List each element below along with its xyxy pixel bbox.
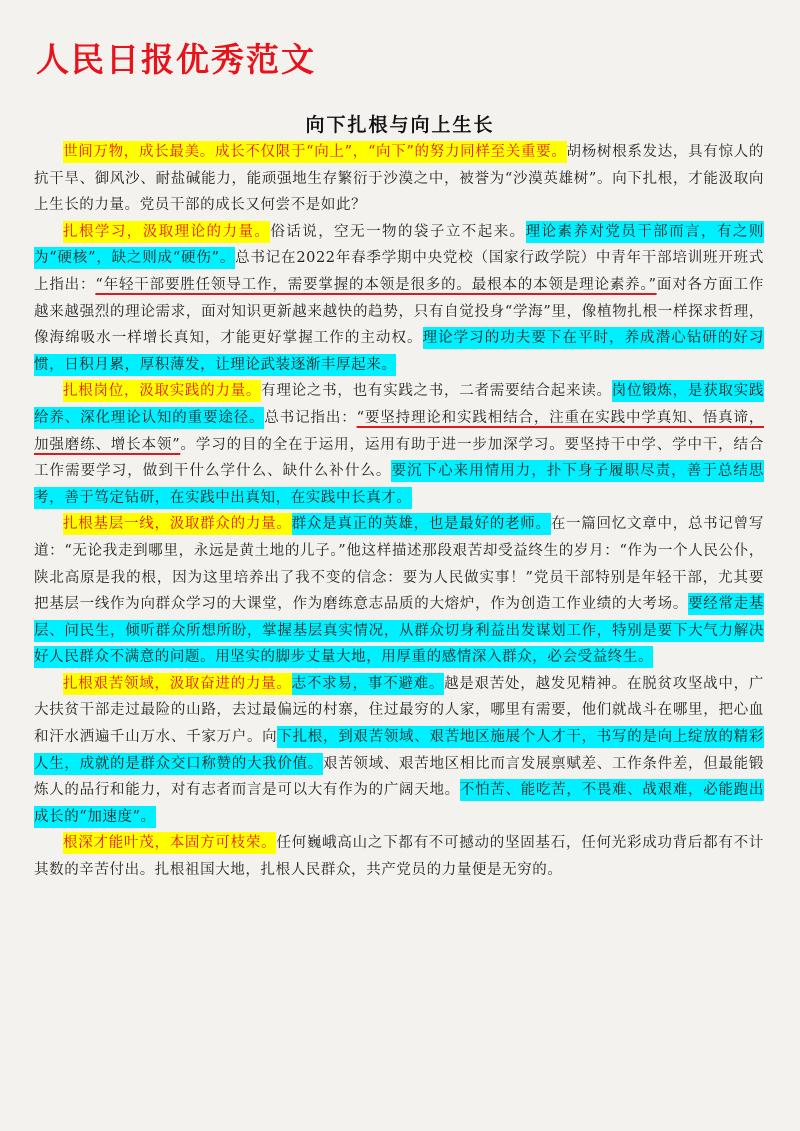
highlight-cyan-text: 要经常走基层、问民生，倾听群众所想所盼，掌握基层真实情况，从群众切身利益出发谋划工作，特别是要下大气力解决好人民群众不满意的问题。用坚实的脚步丈量大地，用厚重的感情深入群众，必会受益终生。 xyxy=(34,593,764,668)
paragraph xyxy=(34,511,764,671)
highlight-yellow-text: 世间万物，成长最美。成长不仅限于“向上”，“向下”的努力同样至关重要。 xyxy=(63,141,567,163)
highlight-cyan-text: 要沉下心来用情用力，扑下身子履职尽责，善于总结思考，善于笃定钻研，在实践中出真知，在实践中长真才。 xyxy=(34,460,764,509)
highlight-cyan-text: 志不求易，事不避难。 xyxy=(292,673,444,695)
highlight-cyan-text: 群众是真正的英雄，也是最好的老师。 xyxy=(292,513,551,535)
highlight-cyan-text: 岗位锻炼，是获取实践给养、深化理论认知的重要途径。 xyxy=(34,380,764,429)
highlight-cyan-text: 理论学习的功夫要下在平时，养成潜心钻研的好习惯，日积月累，厚积薄发，让理论武装逐渐丰厚起来。 xyxy=(34,327,764,376)
highlight-yellow-text: 扎根艰苦领域，汲取奋进的力量。 xyxy=(63,673,292,695)
paragraph xyxy=(34,671,764,831)
body-text-segment: 总书记指出： xyxy=(264,409,357,426)
body-text-segment: 面对各方面工作越来越强烈的理论需求，面对知识更新越来越快的趋势，只有自觉投身“学海”里，像植物扎根一样探求哲理，像海绵吸水一样增长真知，才能更好掌握工作的主动权。 xyxy=(34,276,764,347)
body-text-segment: 胡杨树根系发达，具有惊人的抗干旱、御风沙、耐盐碱能力，能顽强地生存繁衍于沙漠之中，被誉为“沙漠英雄树”。向下扎根，才能汲取向上生长的力量。党员干部的成长又何尝不是如此？ xyxy=(34,144,764,214)
paragraph xyxy=(34,139,764,219)
body-text-segment: 艰苦领域、艰苦地区相比而言发展禀赋差、工作条件差，但最能锻炼人的品行和能力，对有志者而言是可以大有作为的广阔天地。 xyxy=(34,755,764,799)
highlight-cyan-text: 理论素养对党员干部而言，有之则为“硬核”，缺之则成“硬伤”。 xyxy=(34,221,764,270)
body-text-segment: 俗话说，空无一物的袋子立不起来。 xyxy=(270,223,526,240)
underlined-quote: “要坚持理论和实践相结合，注重在实践中学真知、悟真谛，加强磨练、增长本领” xyxy=(34,409,764,453)
highlight-yellow-text: 根深才能叶茂，本固方可枝荣。 xyxy=(63,832,276,854)
body-text-segment: 总书记在2022年春季学期中央党校（国家行政学院）中青年干部培训班开班式上指出： xyxy=(34,250,765,293)
paragraph xyxy=(34,830,764,883)
body-text-segment: 任何巍峨高山之下都有不可撼动的坚固基石，任何光彩成功背后都有不计其数的辛苦付出。扎根祖国大地，扎根人民群众，共产党员的力量便是无穷的。 xyxy=(34,835,764,879)
article-body xyxy=(34,139,764,884)
highlight-yellow-text: 扎根岗位，汲取实践的力量。 xyxy=(63,380,261,402)
highlight-yellow-text: 扎根学习，汲取理论的力量。 xyxy=(63,221,270,243)
article-title: 向下扎根与向上生长 xyxy=(305,114,495,136)
body-text-segment: 有理论之书，也有实践之书，二者需要结合起来读。 xyxy=(261,383,612,400)
paragraph xyxy=(34,219,764,379)
underlined-quote: “年轻干部要胜任领导工作，需要掌握的本领是很多的。最根本的本领是理论素养。” xyxy=(95,276,657,293)
highlight-cyan-text: 下扎根，到艰苦领域、艰苦地区施展个人才干，书写的是向上绽放的精彩人生，成就的是群众交口称赞的大我价值。 xyxy=(34,726,764,775)
body-text-segment: 在一篇回忆文章中，总书记曾写道：“无论我走到哪里，永远是黄土地的儿子。”他这样描述那段艰苦却受益终生的岁月：“作为一个人民公仆，陕北高原是我的根，因为这里培养出了我不变的信念：要为人民做实事！”党员干部特别是年轻干部，尤其要把基层一线作为向群众学习的大课堂，作为磨练意志品质的大熔炉，作为创造工作业绩的大考场。 xyxy=(34,516,765,613)
highlight-cyan-text: 不怕苦、能吃苦，不畏难、战艰难，必能跑出成长的“加速度”。 xyxy=(34,779,764,828)
paragraph xyxy=(34,378,764,511)
highlight-yellow-text: 扎根基层一线，汲取群众的力量。 xyxy=(63,513,292,535)
header-title: 人民日报优秀范文 xyxy=(36,40,316,79)
body-text-segment: 越是艰苦处，越发见精神。在脱贫攻坚战中，广大扶贫干部走过最险的山路，去过最偏远的村寨，住过最穷的人家，哪里有需要，他们就战斗在哪里，把心血和汗水洒遍千山万水、千家万户。向 xyxy=(34,675,765,746)
body-text-segment: 。学习的目的全在于运用，运用有助于进一步加深学习。要坚持干中学、学中干，结合工作需要学习，做到干什么学什么、缺什么补什么。 xyxy=(34,436,764,480)
